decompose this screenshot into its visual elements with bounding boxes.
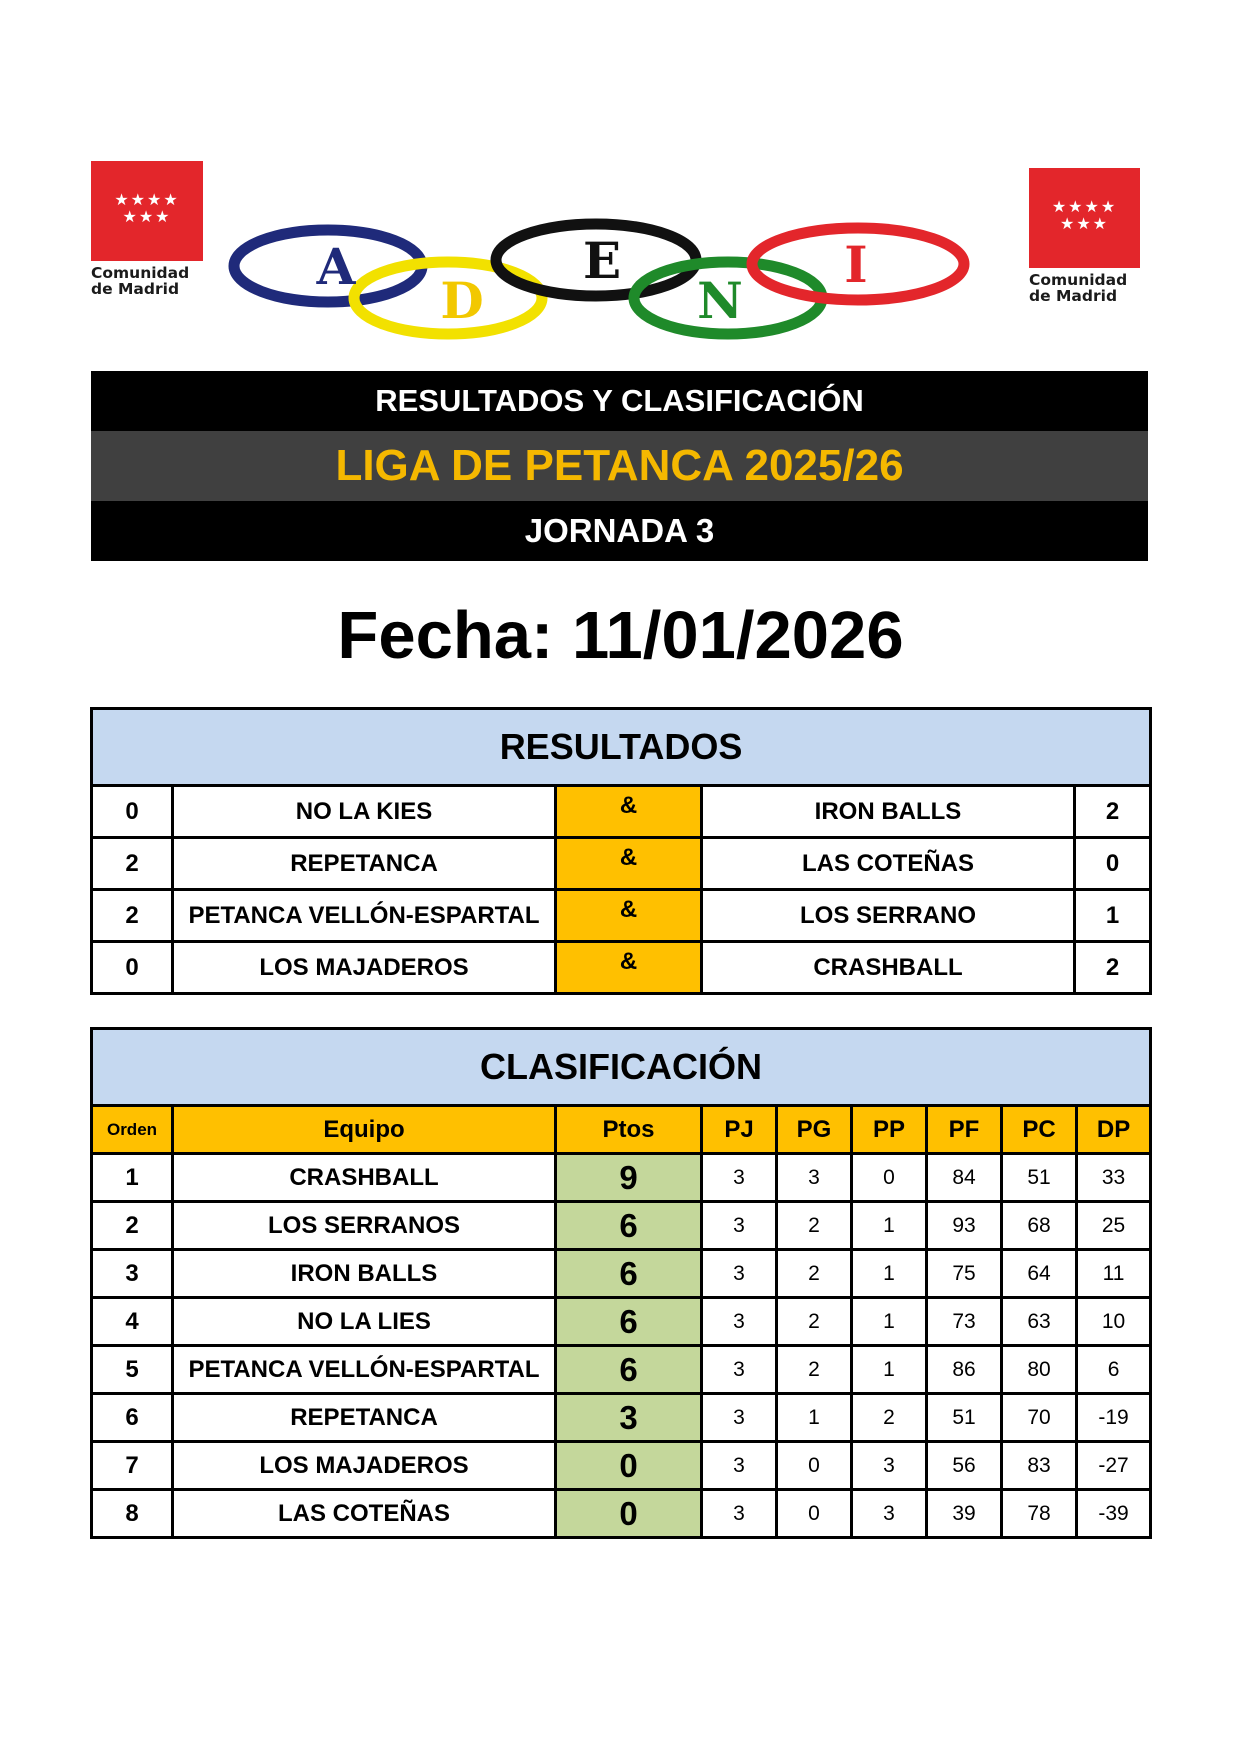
points-for-cell: 51 xyxy=(927,1394,1002,1442)
won-cell: 2 xyxy=(777,1298,852,1346)
column-header-orden: Orden xyxy=(92,1106,173,1154)
home-team: REPETANCA xyxy=(173,838,556,890)
home-score: 2 xyxy=(92,890,173,942)
lost-cell: 1 xyxy=(852,1250,927,1298)
column-header-dp: DP xyxy=(1077,1106,1151,1154)
team-cell: IRON BALLS xyxy=(173,1250,556,1298)
played-cell: 3 xyxy=(702,1202,777,1250)
standings-row xyxy=(92,1394,1151,1442)
points-against-cell: 78 xyxy=(1002,1490,1077,1538)
played-cell: 3 xyxy=(702,1490,777,1538)
match-row xyxy=(92,890,1151,942)
team-cell: NO LA LIES xyxy=(173,1298,556,1346)
letter-e: E xyxy=(582,231,622,290)
won-cell: 2 xyxy=(777,1346,852,1394)
points-for-cell: 93 xyxy=(927,1202,1002,1250)
won-cell: 2 xyxy=(777,1202,852,1250)
position-cell: 3 xyxy=(92,1250,173,1298)
standings-header-row xyxy=(92,1106,1151,1154)
points-against-cell: 51 xyxy=(1002,1154,1077,1202)
team-cell: REPETANCA xyxy=(173,1394,556,1442)
lost-cell: 0 xyxy=(852,1154,927,1202)
match-separator: & xyxy=(556,838,702,890)
points-against-cell: 68 xyxy=(1002,1202,1077,1250)
played-cell: 3 xyxy=(702,1250,777,1298)
logo-text: Comunidad de Madrid xyxy=(91,264,190,298)
column-header-equipo: Equipo xyxy=(173,1106,556,1154)
standings-title: CLASIFICACIÓN xyxy=(92,1029,1151,1106)
position-cell: 4 xyxy=(92,1298,173,1346)
header-band-league: LIGA DE PETANCA 2025/26 xyxy=(91,431,1148,501)
points-against-cell: 64 xyxy=(1002,1250,1077,1298)
difference-cell: -19 xyxy=(1077,1394,1151,1442)
difference-cell: -27 xyxy=(1077,1442,1151,1490)
away-team: IRON BALLS xyxy=(702,786,1075,838)
points-cell: 6 xyxy=(556,1202,702,1250)
team-cell: LOS MAJADEROS xyxy=(173,1442,556,1490)
difference-cell: 10 xyxy=(1077,1298,1151,1346)
difference-cell: 25 xyxy=(1077,1202,1151,1250)
home-team: PETANCA VELLÓN-ESPARTAL xyxy=(173,890,556,942)
points-against-cell: 83 xyxy=(1002,1442,1077,1490)
lost-cell: 1 xyxy=(852,1202,927,1250)
standings-row xyxy=(92,1250,1151,1298)
team-cell: CRASHBALL xyxy=(173,1154,556,1202)
stars-icon: ★★★★ ★★★ xyxy=(1051,197,1118,233)
played-cell: 3 xyxy=(702,1442,777,1490)
results-title: RESULTADOS xyxy=(92,709,1151,786)
difference-cell: 6 xyxy=(1077,1346,1151,1394)
position-cell: 6 xyxy=(92,1394,173,1442)
match-row xyxy=(92,786,1151,838)
comunidad-madrid-logo-right xyxy=(1029,168,1141,304)
away-score: 1 xyxy=(1075,890,1151,942)
results-table xyxy=(90,707,1152,995)
team-cell: PETANCA VELLÓN-ESPARTAL xyxy=(173,1346,556,1394)
points-against-cell: 70 xyxy=(1002,1394,1077,1442)
match-separator: & xyxy=(556,890,702,942)
points-cell: 6 xyxy=(556,1298,702,1346)
position-cell: 7 xyxy=(92,1442,173,1490)
lost-cell: 2 xyxy=(852,1394,927,1442)
points-cell: 9 xyxy=(556,1154,702,1202)
logo-text: Comunidad de Madrid xyxy=(1029,271,1128,305)
column-header-pp: PP xyxy=(852,1106,927,1154)
played-cell: 3 xyxy=(702,1394,777,1442)
away-team: LAS COTEÑAS xyxy=(702,838,1075,890)
lost-cell: 3 xyxy=(852,1442,927,1490)
played-cell: 3 xyxy=(702,1154,777,1202)
standings-table xyxy=(90,1027,1152,1539)
team-cell: LAS COTEÑAS xyxy=(173,1490,556,1538)
fecha-date: Fecha: 11/01/2026 xyxy=(337,598,904,673)
match-separator: & xyxy=(556,786,702,838)
points-for-cell: 73 xyxy=(927,1298,1002,1346)
stars-icon: ★★★★ ★★★ xyxy=(114,190,180,226)
difference-cell: 11 xyxy=(1077,1250,1151,1298)
points-cell: 6 xyxy=(556,1250,702,1298)
won-cell: 0 xyxy=(777,1442,852,1490)
lost-cell: 1 xyxy=(852,1346,927,1394)
position-cell: 5 xyxy=(92,1346,173,1394)
points-cell: 6 xyxy=(556,1346,702,1394)
home-score: 0 xyxy=(92,942,173,994)
points-for-cell: 86 xyxy=(927,1346,1002,1394)
standings-row xyxy=(92,1154,1151,1202)
difference-cell: 33 xyxy=(1077,1154,1151,1202)
points-cell: 0 xyxy=(556,1490,702,1538)
letter-n: N xyxy=(697,271,743,330)
adeni-rings-logo xyxy=(228,218,976,343)
standings-row xyxy=(92,1298,1151,1346)
points-for-cell: 75 xyxy=(927,1250,1002,1298)
home-score: 0 xyxy=(92,786,173,838)
won-cell: 1 xyxy=(777,1394,852,1442)
lost-cell: 1 xyxy=(852,1298,927,1346)
comunidad-madrid-logo-left xyxy=(91,161,203,297)
column-header-pj: PJ xyxy=(702,1106,777,1154)
standings-row xyxy=(92,1442,1151,1490)
header-band-jornada: JORNADA 3 xyxy=(91,501,1148,561)
column-header-pg: PG xyxy=(777,1106,852,1154)
away-team: LOS SERRANO xyxy=(702,890,1075,942)
points-against-cell: 63 xyxy=(1002,1298,1077,1346)
team-cell: LOS SERRANOS xyxy=(173,1202,556,1250)
away-score: 2 xyxy=(1075,786,1151,838)
letter-a: A xyxy=(316,237,356,296)
home-team: NO LA KIES xyxy=(173,786,556,838)
position-cell: 8 xyxy=(92,1490,173,1538)
points-cell: 0 xyxy=(556,1442,702,1490)
position-cell: 1 xyxy=(92,1154,173,1202)
points-against-cell: 80 xyxy=(1002,1346,1077,1394)
away-score: 0 xyxy=(1075,838,1151,890)
points-for-cell: 84 xyxy=(927,1154,1002,1202)
difference-cell: -39 xyxy=(1077,1490,1151,1538)
madrid-flag xyxy=(1029,168,1140,268)
lost-cell: 3 xyxy=(852,1490,927,1538)
played-cell: 3 xyxy=(702,1298,777,1346)
won-cell: 3 xyxy=(777,1154,852,1202)
standings-row xyxy=(92,1202,1151,1250)
letter-d: D xyxy=(440,271,484,330)
home-score: 2 xyxy=(92,838,173,890)
points-for-cell: 39 xyxy=(927,1490,1002,1538)
points-cell: 3 xyxy=(556,1394,702,1442)
match-row xyxy=(92,838,1151,890)
away-score: 2 xyxy=(1075,942,1151,994)
points-for-cell: 56 xyxy=(927,1442,1002,1490)
played-cell: 3 xyxy=(702,1346,777,1394)
match-separator: & xyxy=(556,942,702,994)
standings-row xyxy=(92,1346,1151,1394)
standings-row xyxy=(92,1490,1151,1538)
column-header-ptos: Ptos xyxy=(556,1106,702,1154)
won-cell: 0 xyxy=(777,1490,852,1538)
column-header-pf: PF xyxy=(927,1106,1002,1154)
home-team: LOS MAJADEROS xyxy=(173,942,556,994)
won-cell: 2 xyxy=(777,1250,852,1298)
position-cell: 2 xyxy=(92,1202,173,1250)
column-header-pc: PC xyxy=(1002,1106,1077,1154)
match-row xyxy=(92,942,1151,994)
madrid-flag xyxy=(91,161,203,261)
header-band-title: RESULTADOS Y CLASIFICACIÓN xyxy=(91,371,1148,431)
letter-i: I xyxy=(844,235,868,294)
away-team: CRASHBALL xyxy=(702,942,1075,994)
